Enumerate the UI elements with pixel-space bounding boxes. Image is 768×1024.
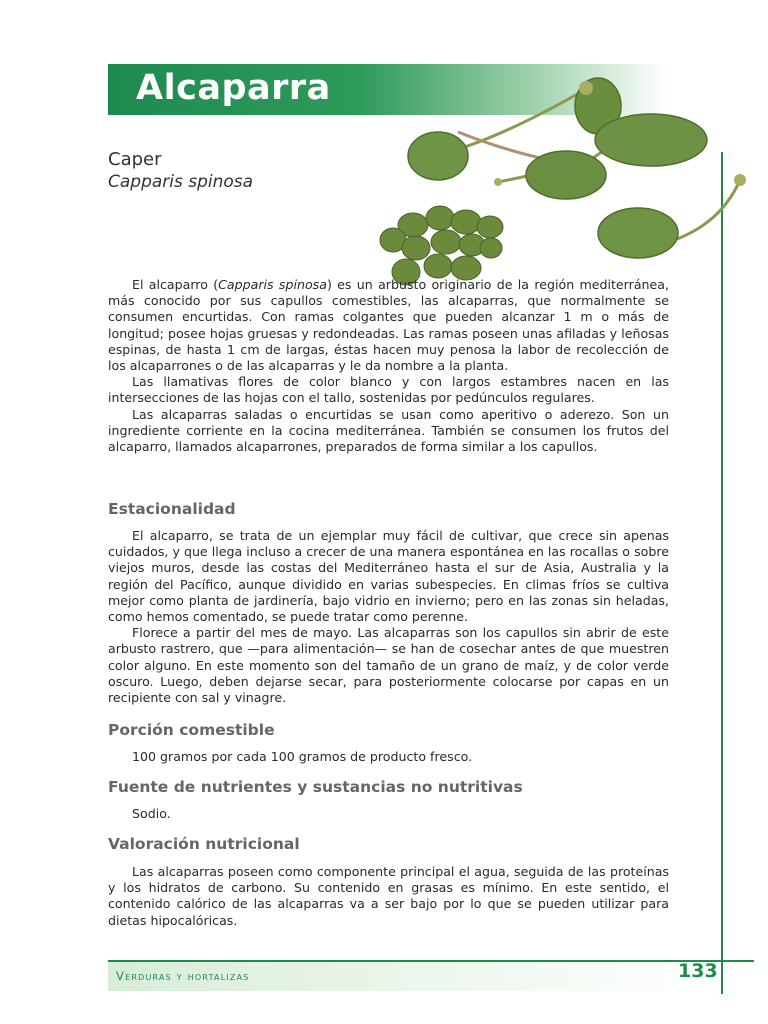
body-paragraph: Las alcaparras poseen como componente principal el agua, seguida de las proteínas y los hidratos de carbono. Su contenido en grasas es mínimo. En este sentido, el contenido calórico de las alcaparras va a ser bajo por lo que se pueden utilizar para dietas hipocalóricas. [108,864,669,928]
intro-paragraph-3: Las alcaparras saladas o encurtidas se usan como aperitivo o aderezo. Son un ingrediente corriente en la cocina mediterránea. También se consumen los frutos del alcaparro, llamados alcaparrones, preparados de forma similar a los capullos. [108,406,669,455]
intro-text-part: El alcaparro ( [132,277,219,292]
section-heading-estacionalidad: Estacionalidad [108,500,236,518]
latin-name: Capparis spinosa [108,172,254,192]
section-body-estacionalidad [108,528,669,706]
section-heading-fuente: Fuente de nutrientes y sustancias no nutritivas [108,778,523,796]
intro-text [108,277,669,455]
footer-section-label: Verduras y hortalizas [116,969,250,983]
intro-paragraph-1 [108,277,669,374]
page-title: Alcaparra [136,68,331,108]
species-name-inline: Capparis spinosa [218,277,327,292]
body-paragraph: Florece a partir del mes de mayo. Las alcaparras son los capullos sin abrir de este arbusto rastrero, que —para alimentación— se han de cosechar antes de que muestren color alguno. En este momento son del tamaño de un grano de maíz, y de color verde oscuro. Luego, deben dejarse secar, para posteriormente colocarse por capas en un recipiente con sal y vinagre. [108,625,669,706]
intro-paragraph-2: Las llamativas flores de color blanco y con largos estambres nacen en las intersecciones de las hojas con el tallo, sostenidas por pedúnculos regulares. [108,374,669,406]
intro-text-part: ) es un arbusto originario de la región mediterránea, más conocido por sus capullos comestibles, las alcaparras, que normalmente se consumen encurtidas. Con ramas colgantes que pueden alcanzar 1 m o más de longitud; posee hojas gruesas y redondeadas. Las ramas poseen unas afiladas y leñosas espinas, de hasta 1 cm de largas, éstas hacen muy penosa la labor de recolección de los alcaparrones o de las alcaparras y le da nombre a la planta. [108,277,669,374]
section-body-valoracion [108,864,669,929]
section-body-porcion [108,749,669,765]
page-number: 133 [678,960,718,982]
section-heading-valoracion: Valoración nutricional [108,835,300,853]
body-paragraph: Sodio. [132,806,171,821]
body-paragraph: El alcaparro, se trata de un ejemplar muy fácil de cultivar, que crece sin apenas cuidados, y que llega incluso a crecer de una manera espontánea en las rocallas o sobre viejos muros, desde las costas del Mediterráneo hasta el sur de Asia, Australia y la región del Pacífico, aunque dividido en varias subespecies. En climas fríos se cultiva mejor como planta de jardinería, bajo vidrio en invierno; pero en las zonas sin heladas, como hemos comentado, se puede tratar como perenne. [108,528,669,625]
common-name: Caper [108,149,162,170]
section-body-fuente [108,806,669,822]
body-paragraph: 100 gramos por cada 100 gramos de producto fresco. [132,749,473,764]
capers-illustration [368,70,758,300]
section-heading-porcion: Porción comestible [108,721,275,739]
footer-bar [108,962,721,991]
